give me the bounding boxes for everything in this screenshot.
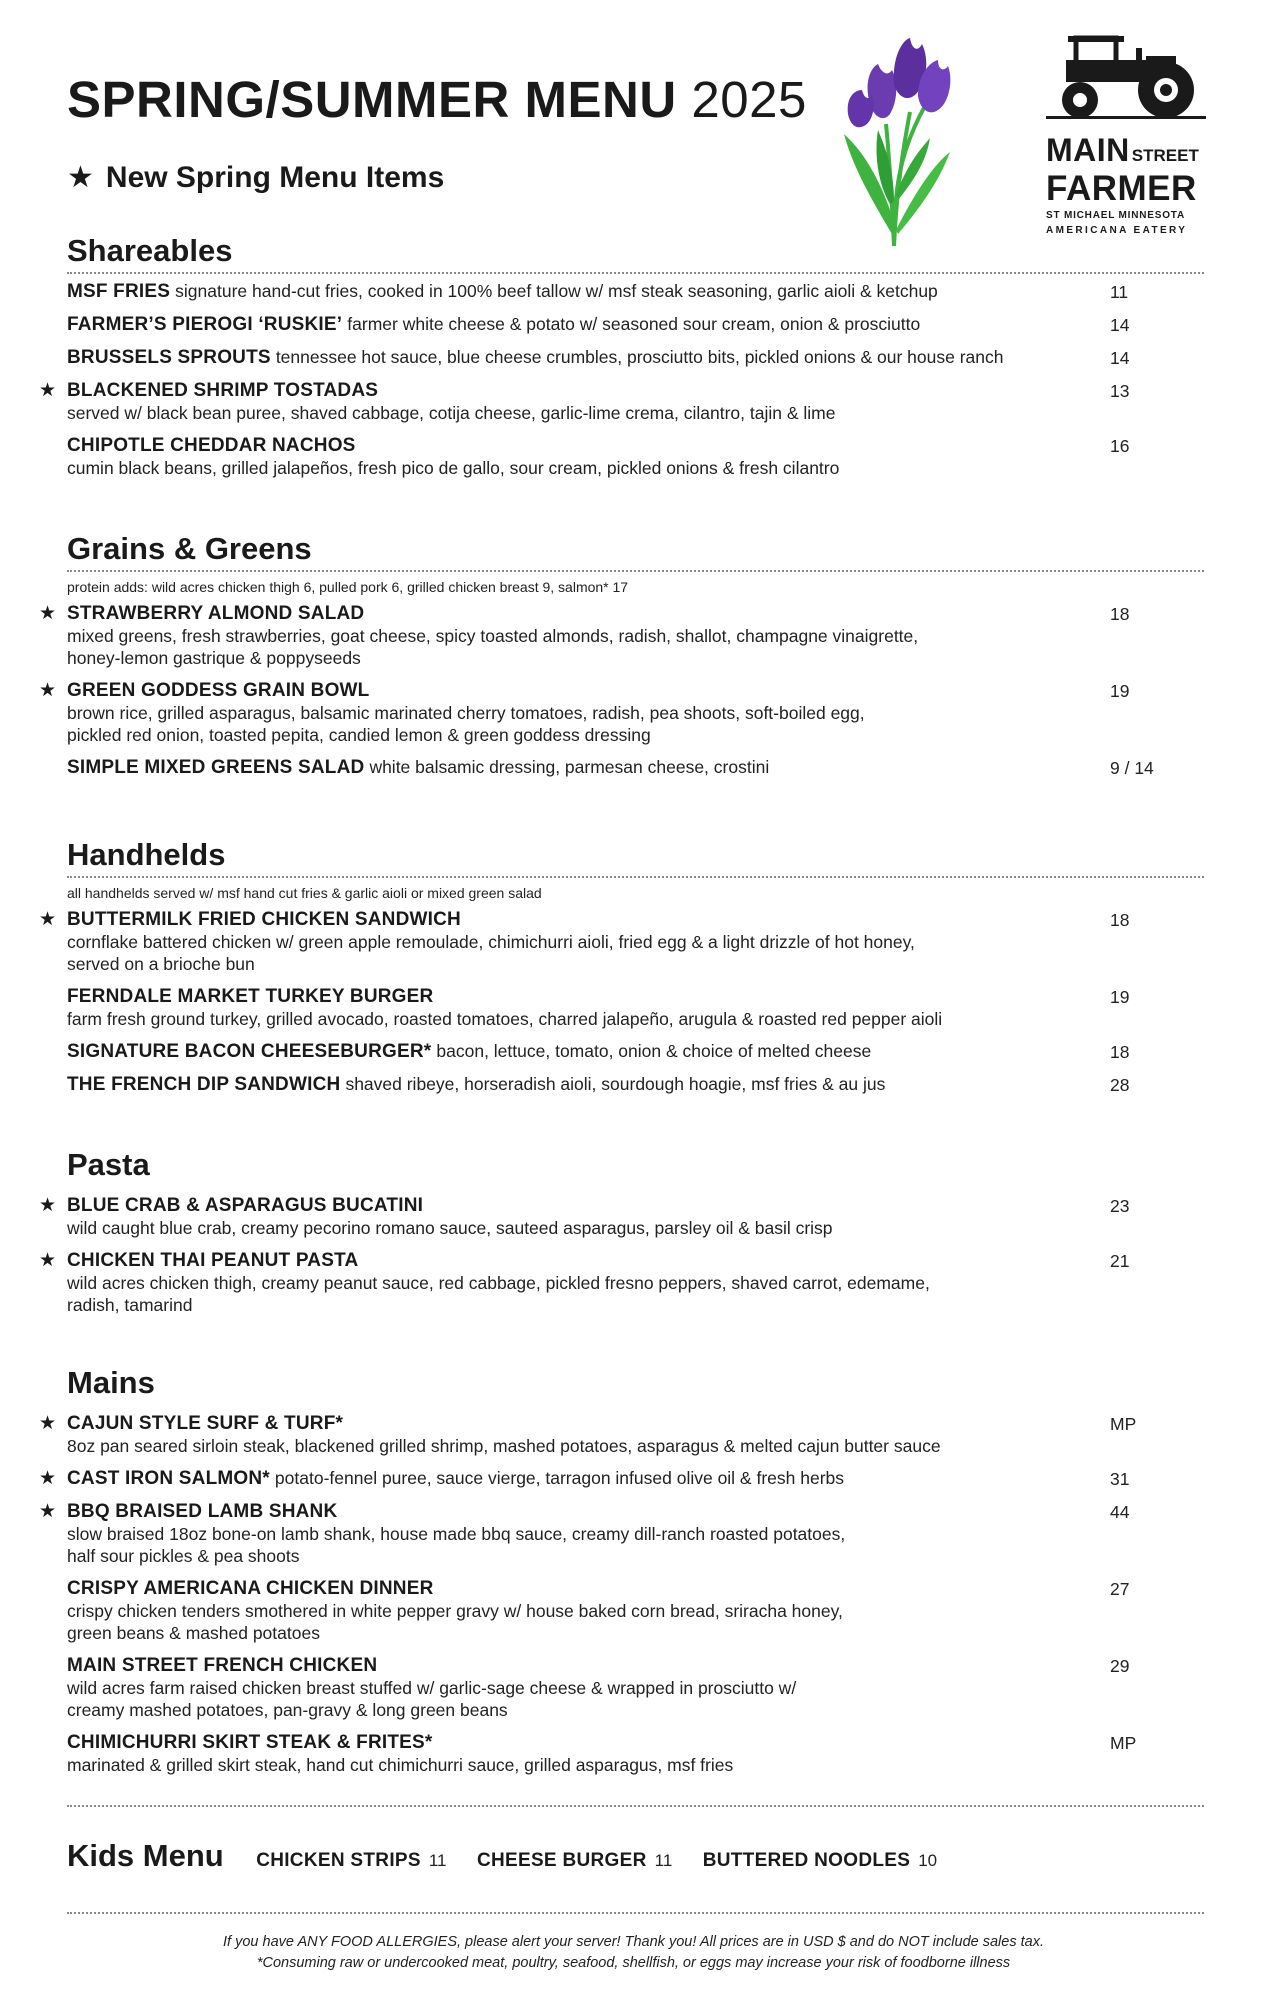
item-price: 31 bbox=[1110, 1469, 1130, 1489]
star-icon: ★ bbox=[39, 1195, 57, 1216]
item-name: STRAWBERRY ALMOND SALAD bbox=[67, 603, 365, 624]
item-price: 18 bbox=[1110, 910, 1130, 930]
item-price: 19 bbox=[1110, 987, 1130, 1007]
item-description: bacon, lettuce, tomato, onion & choice of melted cheese bbox=[436, 1041, 872, 1061]
item-name: CAJUN STYLE SURF & TURF* bbox=[67, 1413, 344, 1434]
kids-item bbox=[703, 1850, 937, 1872]
item-name: CHIPOTLE CHEDDAR NACHOS bbox=[67, 435, 356, 456]
item-description: brown rice, grilled asparagus, balsamic marinated cherry tomatoes, radish, pea shoots, soft-boiled egg, bbox=[67, 703, 865, 723]
item-name: THE FRENCH DIP SANDWICH bbox=[67, 1074, 341, 1095]
new-items-label: New Spring Menu Items bbox=[105, 161, 445, 194]
item-name: GREEN GODDESS GRAIN BOWL bbox=[67, 680, 370, 701]
menu-item bbox=[67, 434, 1204, 479]
item-description: white balsamic dressing, parmesan cheese, crostini bbox=[369, 757, 770, 777]
item-name: BUTTERMILK FRIED CHICKEN SANDWICH bbox=[67, 909, 461, 930]
item-price: 18 bbox=[1110, 604, 1130, 624]
section-grains-greens bbox=[39, 531, 1204, 779]
section-title: Mains bbox=[67, 1365, 155, 1400]
item-description: wild acres chicken thigh, creamy peanut sauce, red cabbage, pickled fresno peppers, shaved carrot, edemame, bbox=[67, 1273, 930, 1293]
item-description: mixed greens, fresh strawberries, goat cheese, spicy toasted almonds, radish, shallot, champagne vinaigrette, bbox=[67, 626, 919, 646]
star-icon: ★ bbox=[39, 1250, 57, 1271]
star-icon: ★ bbox=[39, 1413, 57, 1434]
item-price: 27 bbox=[1110, 1579, 1130, 1599]
item-description: radish, tamarind bbox=[67, 1295, 193, 1315]
section-shareables bbox=[39, 233, 1204, 479]
menu-item bbox=[67, 1073, 1204, 1096]
item-name: BBQ BRAISED LAMB SHANK bbox=[67, 1501, 338, 1522]
consumption-warning: *Consuming raw or undercooked meat, poultry, seafood, shellfish, or eggs may increase your risk of foodborne illness bbox=[256, 1955, 1011, 1971]
item-price: 23 bbox=[1110, 1196, 1130, 1216]
item-name: MAIN STREET FRENCH CHICKEN bbox=[67, 1655, 378, 1676]
item-description: served on a brioche bun bbox=[67, 954, 255, 974]
item-name: CHEESE BURGER bbox=[476, 1850, 647, 1871]
section-title: Pasta bbox=[67, 1147, 150, 1182]
item-name: FARMER’S PIEROGI ‘RUSKIE’ bbox=[67, 314, 343, 335]
star-icon: ★ bbox=[39, 909, 57, 930]
item-price: 10 bbox=[918, 1851, 938, 1870]
star-icon: ★ bbox=[39, 380, 57, 401]
section-pasta bbox=[39, 1147, 1204, 1316]
menu-item bbox=[39, 1467, 1204, 1490]
logo-location: ST MICHAEL MINNESOTA bbox=[1046, 210, 1185, 221]
item-price: 11 bbox=[654, 1851, 673, 1870]
item-name: SIMPLE MIXED GREENS SALAD bbox=[67, 757, 365, 778]
menu-item bbox=[39, 1500, 1204, 1567]
section-mains bbox=[39, 1365, 1204, 1776]
item-name: FERNDALE MARKET TURKEY BURGER bbox=[67, 986, 434, 1007]
section-divider bbox=[67, 876, 1204, 878]
menu-item bbox=[39, 602, 1204, 669]
title-year: 2025 bbox=[691, 71, 807, 128]
item-price: 13 bbox=[1110, 381, 1130, 401]
star-icon: ★ bbox=[39, 1468, 57, 1489]
menu-item bbox=[39, 1249, 1204, 1316]
item-description: slow braised 18oz bone-on lamb shank, house made bbq sauce, creamy dill-ranch roasted potatoes, bbox=[67, 1524, 846, 1544]
item-price: MP bbox=[1110, 1414, 1137, 1434]
item-description: honey-lemon gastrique & poppyseeds bbox=[67, 648, 361, 668]
tractor-icon bbox=[1046, 30, 1206, 124]
item-description: wild caught blue crab, creamy pecorino romano sauce, sauteed asparagus, parsley oil & basil crisp bbox=[67, 1218, 833, 1238]
item-price: 28 bbox=[1110, 1075, 1130, 1095]
menu-item bbox=[39, 908, 1204, 975]
menu-item bbox=[39, 379, 1204, 424]
item-description: tennessee hot sauce, blue cheese crumbles, prosciutto bits, pickled onions & our house ranch bbox=[275, 347, 1004, 367]
item-description: pickled red onion, toasted pepita, candied lemon & green goddess dressing bbox=[67, 725, 651, 745]
item-description: cornflake battered chicken w/ green apple remoulade, chimichurri aioli, fried egg & a light drizzle of hot honey, bbox=[67, 932, 915, 952]
item-name: CRISPY AMERICANA CHICKEN DINNER bbox=[67, 1578, 434, 1599]
item-price: 9 / 14 bbox=[1110, 758, 1154, 778]
item-name: MSF FRIES bbox=[67, 281, 171, 302]
menu-item bbox=[67, 346, 1204, 369]
star-icon: ★ bbox=[67, 161, 94, 194]
logo-street: STREET bbox=[1131, 146, 1199, 165]
item-price: 11 bbox=[428, 1851, 447, 1870]
menu-item bbox=[67, 1731, 1204, 1776]
item-description: farmer white cheese & potato w/ seasoned sour cream, onion & prosciutto bbox=[347, 314, 921, 334]
menu-item bbox=[67, 756, 1204, 779]
section-note: protein adds: wild acres chicken thigh 6, pulled pork 6, grilled chicken breast 9, salmon* 17 bbox=[67, 579, 629, 595]
item-name: BUTTERED NOODLES bbox=[702, 1850, 911, 1871]
kids-item bbox=[477, 1850, 672, 1872]
item-name: CHICKEN THAI PEANUT PASTA bbox=[67, 1250, 359, 1271]
restaurant-logo bbox=[1046, 30, 1206, 236]
star-icon: ★ bbox=[39, 1501, 57, 1522]
logo-main: MAIN bbox=[1046, 132, 1130, 168]
item-name: BLACKENED SHRIMP TOSTADAS bbox=[67, 380, 379, 401]
item-price: 16 bbox=[1110, 436, 1130, 456]
logo-wordmark bbox=[1046, 132, 1206, 172]
item-description: marinated & grilled skirt steak, hand cut chimichurri sauce, grilled asparagus, msf fries bbox=[67, 1755, 734, 1775]
footer-disclaimer bbox=[0, 1932, 1267, 1974]
item-price: 29 bbox=[1110, 1656, 1130, 1676]
item-price: 11 bbox=[1110, 282, 1129, 302]
section-title: Kids Menu bbox=[67, 1838, 224, 1873]
footer-divider bbox=[67, 1912, 1204, 1914]
section-title: Grains & Greens bbox=[67, 531, 312, 566]
item-description: 8oz pan seared sirloin steak, blackened grilled shrimp, mashed potatoes, asparagus & melted cajun butter sauce bbox=[67, 1436, 941, 1456]
item-description: served w/ black bean puree, shaved cabbage, cotija cheese, garlic-lime crema, cilantro, tajin & lime bbox=[67, 403, 836, 423]
logo-tagline: AMERICANA EATERY bbox=[1046, 225, 1188, 236]
item-description: shaved ribeye, horseradish aioli, sourdough hoagie, msf fries & au jus bbox=[345, 1074, 886, 1094]
menu-item bbox=[67, 313, 1204, 336]
item-description: half sour pickles & pea shoots bbox=[67, 1546, 300, 1566]
menu-item bbox=[39, 1412, 1204, 1457]
item-description: crispy chicken tenders smothered in white pepper gravy w/ house baked corn bread, sriracha honey, bbox=[67, 1601, 843, 1621]
item-description: cumin black beans, grilled jalapeños, fresh pico de gallo, sour cream, pickled onions & fresh cilantro bbox=[67, 458, 840, 478]
menu-item bbox=[67, 1577, 1204, 1644]
menu-item bbox=[39, 679, 1204, 746]
item-description: signature hand-cut fries, cooked in 100% beef tallow w/ msf steak seasoning, garlic aioli & ketchup bbox=[175, 281, 938, 301]
item-name: SIGNATURE BACON CHEESEBURGER* bbox=[67, 1041, 432, 1062]
section-divider bbox=[67, 570, 1204, 572]
kids-divider bbox=[67, 1805, 1204, 1807]
title-main: SPRING/SUMMER MENU bbox=[67, 71, 677, 128]
item-name: CAST IRON SALMON* bbox=[67, 1468, 270, 1489]
section-note: all handhelds served w/ msf hand cut fries & garlic aioli or mixed green salad bbox=[67, 885, 542, 901]
item-name: CHIMICHURRI SKIRT STEAK & FRITES* bbox=[67, 1732, 433, 1753]
item-name: BRUSSELS SPROUTS bbox=[67, 347, 271, 368]
item-name: CHICKEN STRIPS bbox=[256, 1850, 421, 1871]
allergy-notice: If you have ANY FOOD ALLERGIES, please alert your server! Thank you! All prices are in USD $ and do NOT include sales tax. bbox=[223, 1934, 1044, 1950]
item-price: 14 bbox=[1110, 348, 1130, 368]
section-title: Shareables bbox=[67, 233, 233, 268]
item-description: farm fresh ground turkey, grilled avocado, roasted tomatoes, charred jalapeño, arugula & roasted red pepper aioli bbox=[67, 1009, 943, 1029]
menu-item bbox=[67, 280, 1204, 303]
menu-item bbox=[39, 1194, 1204, 1239]
kids-item bbox=[256, 1850, 446, 1872]
item-price: 18 bbox=[1110, 1042, 1130, 1062]
section-handhelds bbox=[39, 837, 1204, 1096]
new-items-legend bbox=[67, 160, 444, 195]
item-price: 19 bbox=[1110, 681, 1130, 701]
section-divider bbox=[67, 1404, 1204, 1406]
menu-item bbox=[67, 1654, 1204, 1721]
item-price: 14 bbox=[1110, 315, 1130, 335]
section-divider bbox=[67, 272, 1204, 274]
item-price: 44 bbox=[1110, 1502, 1130, 1522]
item-description: potato-fennel puree, sauce vierge, tarragon infused olive oil & fresh herbs bbox=[274, 1468, 845, 1488]
item-description: green beans & mashed potatoes bbox=[67, 1623, 320, 1643]
item-name: BLUE CRAB & ASPARAGUS BUCATINI bbox=[67, 1195, 424, 1216]
item-price: MP bbox=[1110, 1733, 1137, 1753]
menu-item bbox=[67, 985, 1204, 1030]
logo-farmer: FARMER bbox=[1046, 169, 1197, 208]
item-description: wild acres farm raised chicken breast stuffed w/ garlic-sage cheese & wrapped in prosciutto w/ bbox=[67, 1678, 797, 1698]
section-title: Handhelds bbox=[67, 837, 226, 872]
star-icon: ★ bbox=[39, 603, 57, 624]
item-price: 21 bbox=[1110, 1251, 1130, 1271]
item-description: creamy mashed potatoes, pan-gravy & long green beans bbox=[67, 1700, 508, 1720]
menu-item bbox=[67, 1040, 1204, 1063]
page-title bbox=[67, 70, 807, 130]
section-divider bbox=[67, 1186, 1204, 1188]
star-icon: ★ bbox=[39, 680, 57, 701]
tulip-icon bbox=[838, 34, 960, 250]
section-kids-menu bbox=[67, 1838, 963, 1874]
